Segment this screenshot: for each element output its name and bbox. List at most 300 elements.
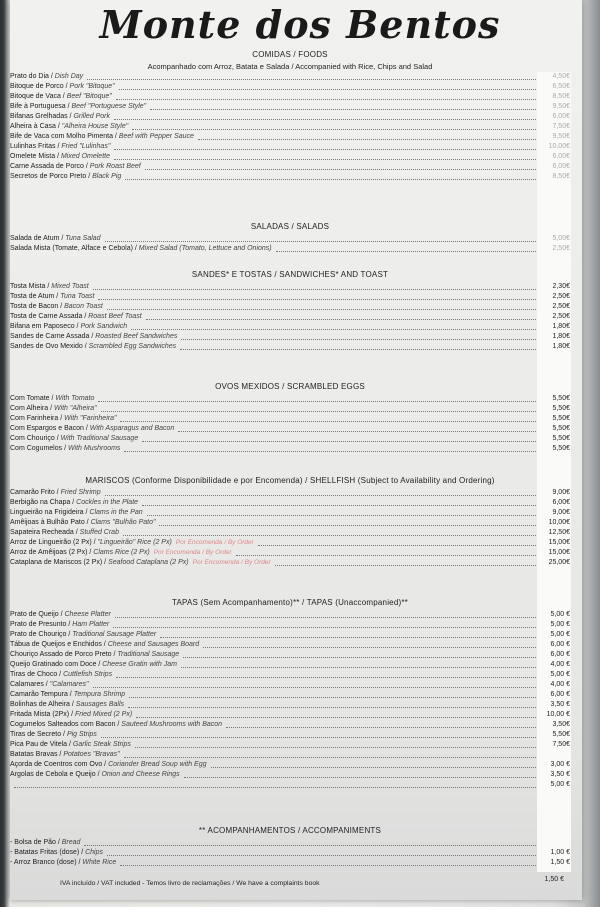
item-name xyxy=(10,848,103,858)
item-name-en: Roast Beef Toast xyxy=(88,313,142,320)
item-name-pt: Arroz de Lingueirão (2 Px) xyxy=(10,539,92,546)
menu-item xyxy=(10,538,570,548)
item-price: 5,50€ xyxy=(552,445,570,452)
item-name xyxy=(10,142,110,152)
item-name-en: "Lingueirão" Rice (2 Px) xyxy=(97,539,172,546)
leader-dots xyxy=(142,441,536,442)
item-separator: / xyxy=(66,631,73,638)
item-price: 8,50€ xyxy=(552,93,570,100)
item-name-pt: Cataplana de Mariscos (2 Px) xyxy=(10,559,103,566)
menu-item xyxy=(10,528,570,538)
item-name-en: Traditional Sausage Platter xyxy=(72,631,157,638)
item-name-en: Dish Day xyxy=(54,73,84,80)
section-title: OVOS MEXIDOS / SCRAMBLED EGGS xyxy=(215,382,365,391)
section-title: MARISCOS (Conforme Disponibilidade e por Encomenda) / SHELLFISH (Subject to Availability and Ordering) xyxy=(85,476,495,485)
item-name-en: Roasted Beef Sandwiches xyxy=(95,333,178,340)
item-name-pt: Prato de Chouriço xyxy=(10,631,67,638)
menu-item xyxy=(10,498,570,508)
item-name xyxy=(10,82,115,92)
item-name-pt: Sandes de Carne Assada xyxy=(10,333,90,340)
menu-item xyxy=(10,740,570,750)
menu-item xyxy=(10,640,570,650)
item-name-pt: Tosta de Atum xyxy=(10,293,55,300)
item-name-en: Beef "Bitoque" xyxy=(66,93,112,100)
item-name xyxy=(10,558,189,568)
item-name-pt: Secretos de Porco Preto xyxy=(10,173,87,180)
item-separator: / xyxy=(65,103,72,110)
item-name xyxy=(10,858,116,868)
menu-item xyxy=(10,730,570,740)
item-separator: / xyxy=(61,731,67,738)
leader-dots xyxy=(129,697,536,698)
item-name xyxy=(10,838,80,848)
item-separator: / xyxy=(48,73,55,80)
leader-dots xyxy=(115,617,536,618)
leader-dots xyxy=(131,329,536,330)
item-separator: / xyxy=(55,123,62,130)
item-price: 9,00€ xyxy=(552,509,570,516)
item-name-pt: Com Chouriço xyxy=(10,435,55,442)
item-order-note: Por Encomenda / By Order xyxy=(192,559,271,566)
item-name-en: Scrambled Egg Sandwiches xyxy=(88,343,177,350)
item-name-pt: Tábua de Queijos e Enchidos xyxy=(10,641,102,648)
item-name xyxy=(10,292,94,302)
item-separator: / xyxy=(84,519,91,526)
item-price: 5,00 € xyxy=(550,621,570,628)
leader-dots xyxy=(125,179,536,180)
item-name-pt: Prato de Queijo xyxy=(10,611,59,618)
item-price: 6,00€ xyxy=(552,499,570,506)
item-price: 1,50 € xyxy=(550,859,570,866)
leader-dots xyxy=(275,565,536,566)
leader-dots xyxy=(113,627,536,628)
item-name-en: With Mushrooms xyxy=(67,445,121,452)
item-price: 6,00 € xyxy=(550,651,570,658)
item-separator: / xyxy=(43,681,50,688)
item-name-pt: Tosta de Bacon xyxy=(10,303,59,310)
leader-dots xyxy=(84,845,536,846)
item-name xyxy=(10,444,120,454)
item-price: 6,50€ xyxy=(552,83,570,90)
menu-item xyxy=(10,92,570,102)
leader-dots xyxy=(226,727,536,728)
item-name-pt: Alheira à Casa xyxy=(10,123,56,130)
leader-dots xyxy=(181,667,536,668)
item-separator: / xyxy=(58,415,65,422)
menu-item xyxy=(10,670,570,680)
item-name xyxy=(10,394,94,404)
item-price: 7,50€ xyxy=(552,741,570,748)
section-title: SALADAS / SALADS xyxy=(250,222,330,231)
item-price: 2,50€ xyxy=(552,293,570,300)
item-name-pt: Carne Assada de Porco xyxy=(10,163,84,170)
item-separator: / xyxy=(55,153,61,160)
restaurant-title: Monte dos Bentos xyxy=(99,2,501,47)
item-price: 6,00 € xyxy=(550,641,570,648)
item-name-pt: Arroz de Amêijoas (2 Px) xyxy=(10,549,88,556)
item-name-pt: Bifanas Grelhadas xyxy=(10,113,68,120)
footer-note xyxy=(60,880,510,887)
item-price: 5,00€ xyxy=(552,235,570,242)
item-name xyxy=(10,244,272,254)
item-separator: / xyxy=(132,245,139,252)
item-price: 1,80€ xyxy=(552,333,570,340)
section-subtitle: Acompanhado com Arroz, Batata e Salada / Accompanied with Rice, Chips and Salad xyxy=(147,62,433,71)
item-price: 4,50€ xyxy=(552,73,570,80)
item-name-pt: Bife à Portuguesa xyxy=(10,103,66,110)
leader-dots xyxy=(150,109,536,110)
item-name-en: Sauteed Mushrooms with Bacon xyxy=(121,721,223,728)
item-separator: / xyxy=(45,283,52,290)
menu-item xyxy=(10,292,570,302)
item-name-en: Cheese and Sausages Board xyxy=(107,641,200,648)
item-name-en: Mixed Toast xyxy=(51,283,89,290)
item-separator: / xyxy=(63,83,70,90)
menu-item xyxy=(10,312,570,322)
item-name-pt: Batatas Bravas xyxy=(10,751,58,758)
item-name xyxy=(10,660,177,670)
item-name-en: Fried Mixed (2 Px) xyxy=(74,711,133,718)
menu-item xyxy=(10,750,570,760)
item-name xyxy=(10,750,120,760)
section-title: COMIDAS / FOODS xyxy=(252,50,328,59)
menu-item xyxy=(10,82,570,92)
item-name-en: Ham Platter xyxy=(72,621,110,628)
menu-item xyxy=(10,434,570,444)
item-name-pt: Prato do Dia xyxy=(10,73,49,80)
leader-dots xyxy=(116,99,536,100)
item-separator: / xyxy=(83,425,90,432)
item-name xyxy=(10,760,207,770)
item-name-pt: Amêijoas à Bulhão Pato xyxy=(10,519,85,526)
item-separator: / xyxy=(82,343,89,350)
item-separator: / xyxy=(79,849,86,856)
item-price: 3,50 € xyxy=(550,771,570,778)
item-name-pt: - Bolsa de Pão xyxy=(10,839,56,846)
item-separator: / xyxy=(70,499,77,506)
leader-dots xyxy=(124,451,536,452)
leader-dots xyxy=(105,241,536,242)
leader-dots xyxy=(107,309,536,310)
item-name xyxy=(10,630,156,640)
item-separator: / xyxy=(69,711,75,718)
item-separator: / xyxy=(83,509,90,516)
section-title: TAPAS (Sem Acompanhamento)** / TAPAS (Unaccompanied)** xyxy=(172,598,408,607)
item-name-en: Mixed Salad (Tomato, Lettuce and Onions) xyxy=(138,245,272,252)
menu-item xyxy=(10,680,570,690)
item-name xyxy=(10,282,89,292)
menu-item xyxy=(10,102,570,112)
menu-section xyxy=(10,270,570,352)
item-name xyxy=(10,538,172,548)
item-name-pt: Queijo Gratinado com Doce xyxy=(10,661,97,668)
item-price: 10,00 € xyxy=(546,711,570,718)
item-name-en: Onion and Cheese Rings xyxy=(101,771,180,778)
item-price: 2,30€ xyxy=(552,283,570,290)
item-name xyxy=(10,690,125,700)
item-name xyxy=(10,404,97,414)
item-name-en: Pig Strips xyxy=(66,731,97,738)
item-name-en: Fried Shrimp xyxy=(60,489,101,496)
item-name-en: Sausages Balls xyxy=(75,701,125,708)
menu-item xyxy=(10,780,570,790)
menu-item xyxy=(10,72,570,82)
item-name-pt: Berbigão na Chapa xyxy=(10,499,71,506)
menu-item xyxy=(10,760,570,770)
menu-item xyxy=(10,444,570,454)
item-separator: / xyxy=(67,741,73,748)
leader-dots xyxy=(124,757,536,758)
menu-section xyxy=(10,476,570,568)
leader-dots xyxy=(236,555,536,556)
item-name-en: "Calamares" xyxy=(49,681,89,688)
item-name-pt: Sandes de Ovo Mexido xyxy=(10,343,83,350)
menu-item xyxy=(10,322,570,332)
item-name-en: Cheese Gratin with Jam xyxy=(102,661,177,668)
item-price: 9,50€ xyxy=(552,133,570,140)
item-name xyxy=(10,332,177,342)
footer-price: 1,50 € xyxy=(544,876,564,883)
item-name-en: Black Pig xyxy=(92,173,122,180)
item-separator: / xyxy=(112,133,119,140)
menu-item xyxy=(10,112,570,122)
item-separator: / xyxy=(69,701,76,708)
item-separator: / xyxy=(58,611,65,618)
item-name-en: Tuna Toast xyxy=(60,293,95,300)
leader-dots xyxy=(135,747,536,748)
menu-item xyxy=(10,488,570,498)
leader-dots xyxy=(146,319,536,320)
item-name-pt: Com Cogumelos xyxy=(10,445,63,452)
item-name-en: Cuttlefish Strips xyxy=(63,671,113,678)
item-name xyxy=(10,132,194,142)
item-separator: / xyxy=(57,671,64,678)
item-name-en: Stuffed Crab xyxy=(79,529,119,536)
item-name-pt: Com Alheira xyxy=(10,405,49,412)
item-name-pt: - Arroz Branco (dose) xyxy=(10,859,77,866)
menu-item xyxy=(10,342,570,352)
item-price: 15,00€ xyxy=(548,539,570,546)
leader-dots xyxy=(183,657,536,658)
item-name-pt: Pica Pau de Vitela xyxy=(10,741,68,748)
item-name-pt: Cogumelos Salteados com Bacon xyxy=(10,721,116,728)
leader-dots xyxy=(132,129,536,130)
menu-item xyxy=(10,690,570,700)
item-name-en: Coriander Bread Soup with Egg xyxy=(108,761,207,768)
leader-dots xyxy=(98,299,536,300)
section-title: SANDES* E TOSTAS / SANDWICHES* AND TOAST xyxy=(191,270,389,279)
leader-dots xyxy=(184,777,536,778)
item-price: 1,00 € xyxy=(550,849,570,856)
item-price: 25,00€ xyxy=(548,559,570,566)
item-separator: / xyxy=(89,333,96,340)
item-name xyxy=(10,498,138,508)
item-name-pt: Com Farinheira xyxy=(10,415,59,422)
item-name-en: Cockles in the Plate xyxy=(76,499,139,506)
item-price: 2,50€ xyxy=(552,313,570,320)
leader-dots xyxy=(203,647,536,648)
leader-dots xyxy=(147,515,536,516)
menu-section xyxy=(10,222,570,254)
item-price: 5,00 € xyxy=(550,631,570,638)
item-price: 5,50€ xyxy=(552,405,570,412)
item-separator: / xyxy=(83,163,90,170)
item-price: 5,50€ xyxy=(552,415,570,422)
item-name-pt: Bitoque de Vaca xyxy=(10,93,61,100)
item-name-en: Beef "Portuguese Style" xyxy=(71,103,147,110)
item-price: 7,50€ xyxy=(552,123,570,130)
item-name-en: Tuna Salad xyxy=(65,235,101,242)
menu-item xyxy=(10,172,570,182)
item-name-pt: - Batatas Fritas (dose) xyxy=(10,849,80,856)
item-name xyxy=(10,234,101,244)
item-name xyxy=(10,720,222,730)
item-name-en: With Tomato xyxy=(55,395,95,402)
item-order-note: Por Encomenda / By Order xyxy=(175,539,254,546)
item-name-en: Clams "Bulhão Pato" xyxy=(90,519,156,526)
item-name-en: Tempura Shrimp xyxy=(73,691,126,698)
leader-dots xyxy=(180,349,536,350)
leader-dots xyxy=(87,79,536,80)
leader-dots xyxy=(128,707,536,708)
item-name-pt: Lingueirão na Frigideira xyxy=(10,509,84,516)
item-name xyxy=(10,640,199,650)
item-name-en: Mixed Omelette xyxy=(60,153,110,160)
item-separator: / xyxy=(67,113,74,120)
item-name-pt: Tiras de Secreto xyxy=(10,731,62,738)
menu-item xyxy=(10,234,570,244)
item-price: 3,00 € xyxy=(550,761,570,768)
footer-text: IVA incluído / VAT included - Temos livro de reclamações / We have a complaints book xyxy=(60,880,320,887)
item-separator: / xyxy=(54,293,61,300)
menu-item xyxy=(10,282,570,292)
menu-item xyxy=(10,630,570,640)
leader-dots xyxy=(93,687,536,688)
leader-dots xyxy=(159,525,536,526)
item-name-en: With "Alheira" xyxy=(53,405,97,412)
leader-dots xyxy=(198,139,536,140)
item-separator: / xyxy=(102,559,109,566)
menu-item xyxy=(10,508,570,518)
item-price: 5,00 € xyxy=(550,671,570,678)
menu-item xyxy=(10,660,570,670)
menu-item xyxy=(10,424,570,434)
menu-section xyxy=(10,50,570,182)
item-price: 1,80€ xyxy=(552,323,570,330)
item-separator: / xyxy=(95,771,102,778)
item-name-en: With Traditional Sausage xyxy=(60,435,139,442)
menu-item xyxy=(10,770,570,780)
leader-dots xyxy=(98,401,536,402)
menu-item xyxy=(10,152,570,162)
menu-item xyxy=(10,838,570,848)
item-name-pt: Prato de Presunto xyxy=(10,621,67,628)
item-name xyxy=(10,620,109,630)
item-separator: / xyxy=(82,313,89,320)
item-price: 2,50€ xyxy=(552,303,570,310)
item-order-note: Por Encomenda / By Order xyxy=(153,549,232,556)
menu-item xyxy=(10,710,570,720)
item-name-en: Traditional Sausage xyxy=(117,651,180,658)
item-name xyxy=(10,424,174,434)
item-separator: / xyxy=(91,539,98,546)
item-price: 6,00€ xyxy=(552,163,570,170)
item-name-en: With Asparagus and Bacon xyxy=(89,425,175,432)
item-price: 15,00€ xyxy=(548,549,570,556)
item-name-pt: Bolinhas de Alheira xyxy=(10,701,70,708)
leader-dots xyxy=(136,717,536,718)
item-name-pt: Lulinhas Fritas xyxy=(10,143,56,150)
leader-dots xyxy=(105,495,536,496)
item-separator: / xyxy=(67,691,74,698)
item-name-pt: Salada Mista (Tomate, Alface e Cebola) xyxy=(10,245,133,252)
item-name xyxy=(10,414,116,424)
section-title: ** ACOMPANHAMENTOS / ACCOMPANIMENTS xyxy=(198,826,382,835)
menu-item xyxy=(10,142,570,152)
item-name-en: White Rice xyxy=(82,859,117,866)
item-name xyxy=(10,730,97,740)
item-name-en: Grilled Pork xyxy=(73,113,111,120)
leader-dots xyxy=(120,421,536,422)
item-price: 1,80€ xyxy=(552,343,570,350)
leader-dots xyxy=(178,431,536,432)
item-name xyxy=(10,322,127,332)
item-price: 5,00 € xyxy=(550,611,570,618)
item-separator: / xyxy=(76,859,83,866)
menu-item xyxy=(10,122,570,132)
item-name xyxy=(10,112,110,122)
item-name xyxy=(10,342,176,352)
item-name-pt: Argolas de Cebola e Queijo xyxy=(10,771,96,778)
menu-item xyxy=(10,720,570,730)
menu-item xyxy=(10,414,570,424)
item-name-en: Beef with Pepper Sauce xyxy=(118,133,194,140)
leader-dots xyxy=(116,677,536,678)
item-name xyxy=(10,162,141,172)
item-name xyxy=(10,710,132,720)
item-name-pt: Tosta Mista xyxy=(10,283,46,290)
menu-item xyxy=(10,858,570,868)
item-separator: / xyxy=(66,621,73,628)
item-name xyxy=(10,102,146,112)
item-price: 8,50€ xyxy=(552,173,570,180)
item-price: 6,00€ xyxy=(552,153,570,160)
item-name xyxy=(10,122,128,132)
menu-item xyxy=(10,548,570,558)
menu-item xyxy=(10,558,570,568)
item-price: 2,50€ xyxy=(552,245,570,252)
item-name-pt: Bitoque de Porco xyxy=(10,83,64,90)
item-price: 5,50€ xyxy=(552,425,570,432)
item-name xyxy=(10,528,119,538)
item-separator: / xyxy=(111,651,118,658)
menu-item xyxy=(10,302,570,312)
item-name-en: Clams in the Pan xyxy=(89,509,143,516)
item-name-pt: Chouriço Assado de Porco Preto xyxy=(10,651,112,658)
item-name xyxy=(10,312,142,322)
item-name xyxy=(10,680,89,690)
leader-dots xyxy=(114,149,536,150)
leader-dots xyxy=(119,89,536,90)
item-price: 10,00€ xyxy=(548,519,570,526)
item-separator: / xyxy=(59,235,66,242)
item-name-pt: Camarão Frito xyxy=(10,489,55,496)
leader-dots xyxy=(114,159,536,160)
item-price: 10,00€ xyxy=(548,143,570,150)
item-name-pt: Sapateira Recheada xyxy=(10,529,74,536)
item-price: 3,50 € xyxy=(550,701,570,708)
leader-dots xyxy=(93,289,536,290)
